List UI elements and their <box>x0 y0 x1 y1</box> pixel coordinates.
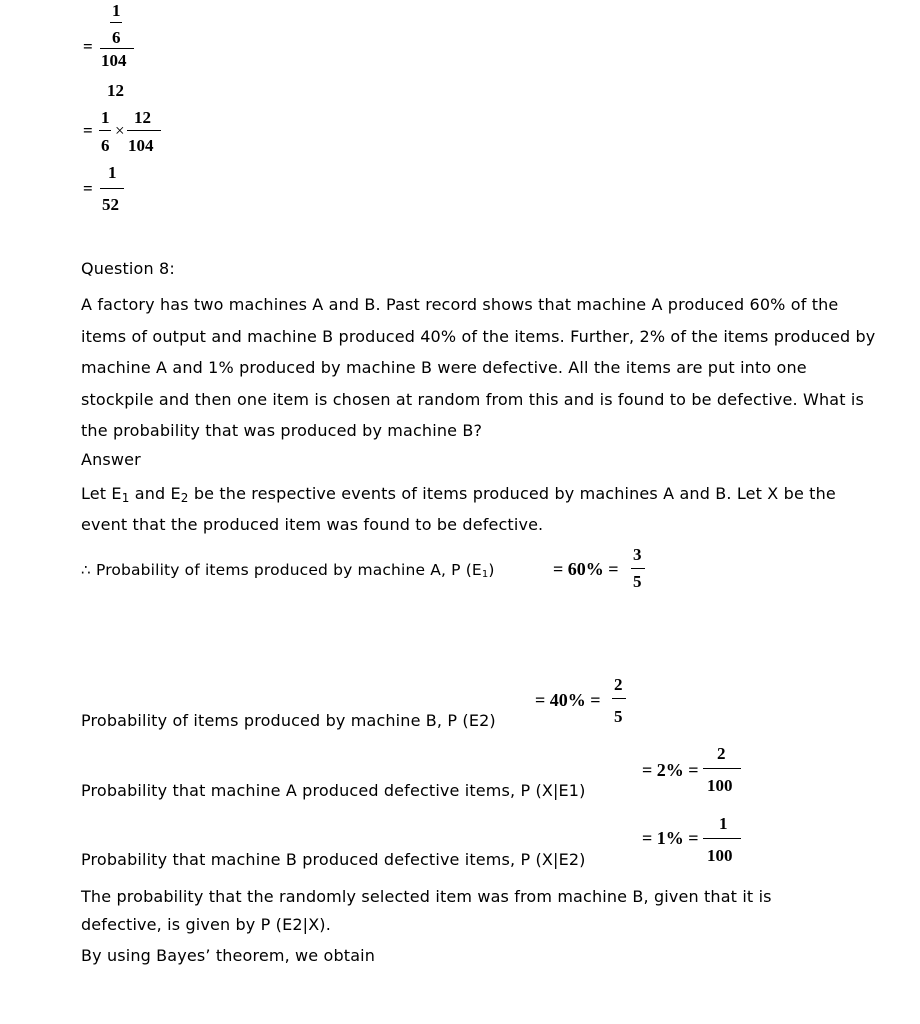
equals-sign: = <box>83 37 93 56</box>
prob-machine-a-label <box>96 561 495 579</box>
conclusion-text: The probability that the randomly selected item was from machine B, given that it is defective, is given by P (E2|X). <box>81 887 772 934</box>
fraction-b-numerator: 12 <box>134 108 151 127</box>
bayes-intro: By using Bayes’ theorem, we obtain <box>81 946 376 965</box>
intro-pre: Let E <box>81 484 122 503</box>
answer-label: Answer <box>81 450 141 469</box>
denominator-numerator: 104 <box>101 51 127 70</box>
intro-post: be the respective events of items produced by machines A and B. Let X be the event that the produced item was found to be defective. <box>81 484 836 534</box>
fraction-a-numerator: 1 <box>101 108 110 127</box>
defective-a-value: = 2% = <box>642 760 699 780</box>
subscript: 2 <box>180 491 189 505</box>
defective-b-label: Probability that machine B produced defective items, P (X|E2) <box>81 850 586 869</box>
prob-machine-b-label: Probability of items produced by machine B, P (E2) <box>81 711 496 730</box>
fraction-bar <box>99 130 111 131</box>
fraction-bar <box>612 698 626 699</box>
numerator-denominator: 6 <box>112 28 121 47</box>
subscript: 1 <box>481 569 489 580</box>
fraction-denominator: 100 <box>707 846 733 865</box>
subscript: 1 <box>121 491 130 505</box>
fraction-bar <box>110 22 122 23</box>
fraction-numerator: 2 <box>717 744 726 763</box>
prob-machine-b-value: = 40% = <box>535 690 601 710</box>
question-heading: Question 8: <box>81 259 175 278</box>
fraction-b-denominator: 104 <box>128 136 154 155</box>
defective-b-value: = 1% = <box>642 828 699 848</box>
fraction-bar <box>100 188 124 189</box>
result-denominator: 52 <box>102 195 119 214</box>
numerator-numerator: 1 <box>112 1 121 20</box>
fraction-denominator: 100 <box>707 776 733 795</box>
main-fraction-bar <box>100 48 134 49</box>
therefore-symbol: ∴ <box>81 561 91 579</box>
equals-sign: = <box>83 179 93 198</box>
prob-machine-a-value: = 60% = <box>553 559 619 579</box>
fraction-bar <box>703 768 741 769</box>
fraction-bar <box>127 130 161 131</box>
question-text: A factory has two machines A and B. Past record shows that machine A produced 60% of the items of output and machine B produced 40% of the items. Further, 2% of the items produced by machine A and 1% produced by machine B were defective. All the items are put into one stockpile and then one item is chosen at random from this and is found to be defective. What is the probability that was produced by machine B? <box>81 295 876 440</box>
fraction-bar <box>703 838 741 839</box>
fraction-denominator: 5 <box>614 707 623 726</box>
intro-mid: and E <box>129 484 181 503</box>
fraction-numerator: 1 <box>719 814 728 833</box>
fraction-numerator: 2 <box>614 675 623 694</box>
clipped-denominator <box>631 572 647 591</box>
fraction-denominator: 5 <box>633 572 642 591</box>
fraction-bar <box>631 568 645 569</box>
fraction-a-denominator: 6 <box>101 136 110 155</box>
defective-a-label: Probability that machine A produced defective items, P (X|E1) <box>81 781 586 800</box>
close-paren: ) <box>488 561 495 579</box>
fraction-numerator: 3 <box>633 545 642 564</box>
denominator-denominator: 12 <box>107 81 124 100</box>
times-sign: × <box>115 121 125 140</box>
equals-sign: = <box>83 121 93 140</box>
answer-intro <box>81 479 871 540</box>
label-text: Probability of items produced by machine A, P (E <box>96 561 482 579</box>
result-numerator: 1 <box>108 163 117 182</box>
